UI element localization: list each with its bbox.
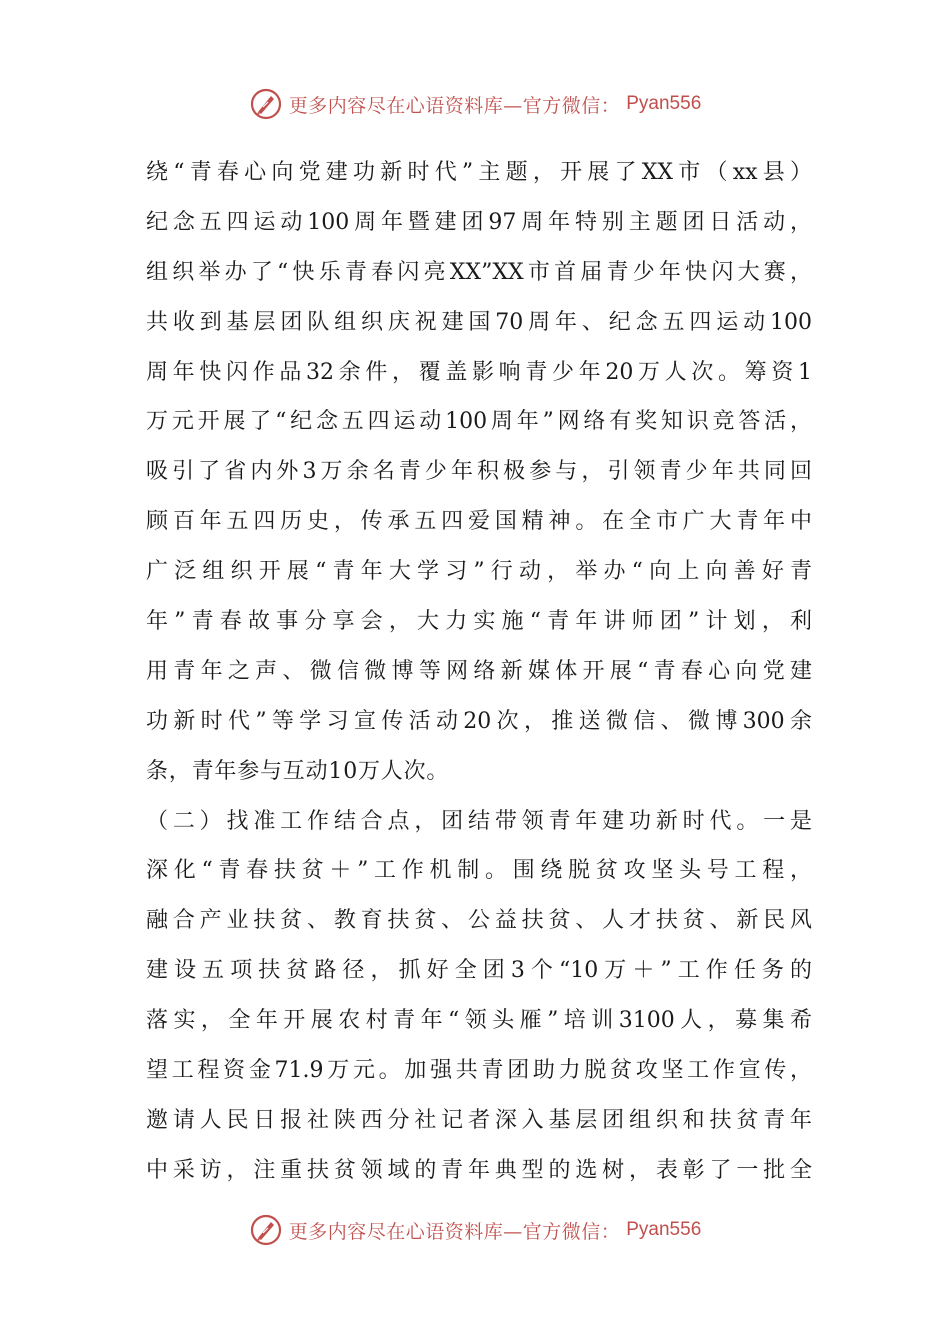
text-line: 组织举办了“快乐青春闪亮XX”XX市首届青少年快闪大赛， (146, 259, 812, 285)
watermark-text: 更多内容尽在心语资料库—官方微信： (288, 94, 621, 117)
text-line: 广泛组织开展“青年大学习”行动，举办“向上向善好青 (146, 559, 812, 585)
text-line: 条，青年参与互动10万人次。 (146, 758, 450, 784)
text-line: 绕“青春心向党建功新时代”主题，开展了XX市（xx县） (146, 160, 812, 185)
text-line: 吸引了省内外3万余名青少年积极参与，引领青少年共同回 (146, 459, 812, 485)
text-line: 深化“青春扶贫＋”工作机制。围绕脱贫攻坚头号工程， (146, 858, 812, 884)
text-line: 融合产业扶贫、教育扶贫、公益扶贫、人才扶贫、新民风 (146, 908, 812, 934)
header-watermark (0, 84, 950, 124)
text-line: 共收到基层团队组织庆祝建国70周年、纪念五四运动100 (146, 309, 812, 335)
text-line: 用青年之声、微信微博等网络新媒体开展“青春心向党建 (146, 658, 812, 684)
text-line: 中采访，注重扶贫领域的青年典型的选树，表彰了一批全 (146, 1157, 812, 1183)
watermark-wechat-id: Pyan556 (626, 1219, 702, 1240)
text-line: 周年快闪作品32余件，覆盖影响青少年20万人次。筹资1 (146, 359, 812, 385)
text-line: 顾百年五四历史，传承五四爱国精神。在全市广大青年中 (146, 509, 812, 535)
pen-quill-logo-icon (249, 87, 283, 121)
text-line: 邀请人民日报社陕西分社记者深入基层团组织和扶贫青年 (146, 1107, 812, 1133)
text-line: 落实，全年开展农村青年“领头雁”培训3100人，募集希 (146, 1008, 812, 1034)
text-line: 建设五项扶贫路径，抓好全团3个“10万＋”工作任务的 (146, 958, 812, 984)
text-line: 功新时代”等学习宣传活动20次，推送微信、微博300余 (146, 708, 812, 734)
watermark-wechat-id: Pyan556 (626, 93, 702, 114)
text-line: 年”青春故事分享会，大力实施“青年讲师团”计划，利 (146, 609, 812, 635)
watermark-text: 更多内容尽在心语资料库—官方微信： (288, 1220, 621, 1243)
pen-quill-logo-icon (249, 1213, 283, 1247)
footer-watermark (0, 1210, 950, 1250)
text-line: 纪念五四运动100周年暨建团97周年特别主题团日活动， (146, 209, 812, 235)
text-line: （二）找准工作结合点，团结带领青年建功新时代。一是 (146, 808, 812, 834)
text-line: 万元开展了“纪念五四运动100周年”网络有奖知识竞答活， (146, 409, 812, 435)
document-body (146, 148, 812, 1196)
text-line: 望工程资金71.9万元。加强共青团助力脱贫攻坚工作宣传， (146, 1058, 812, 1084)
